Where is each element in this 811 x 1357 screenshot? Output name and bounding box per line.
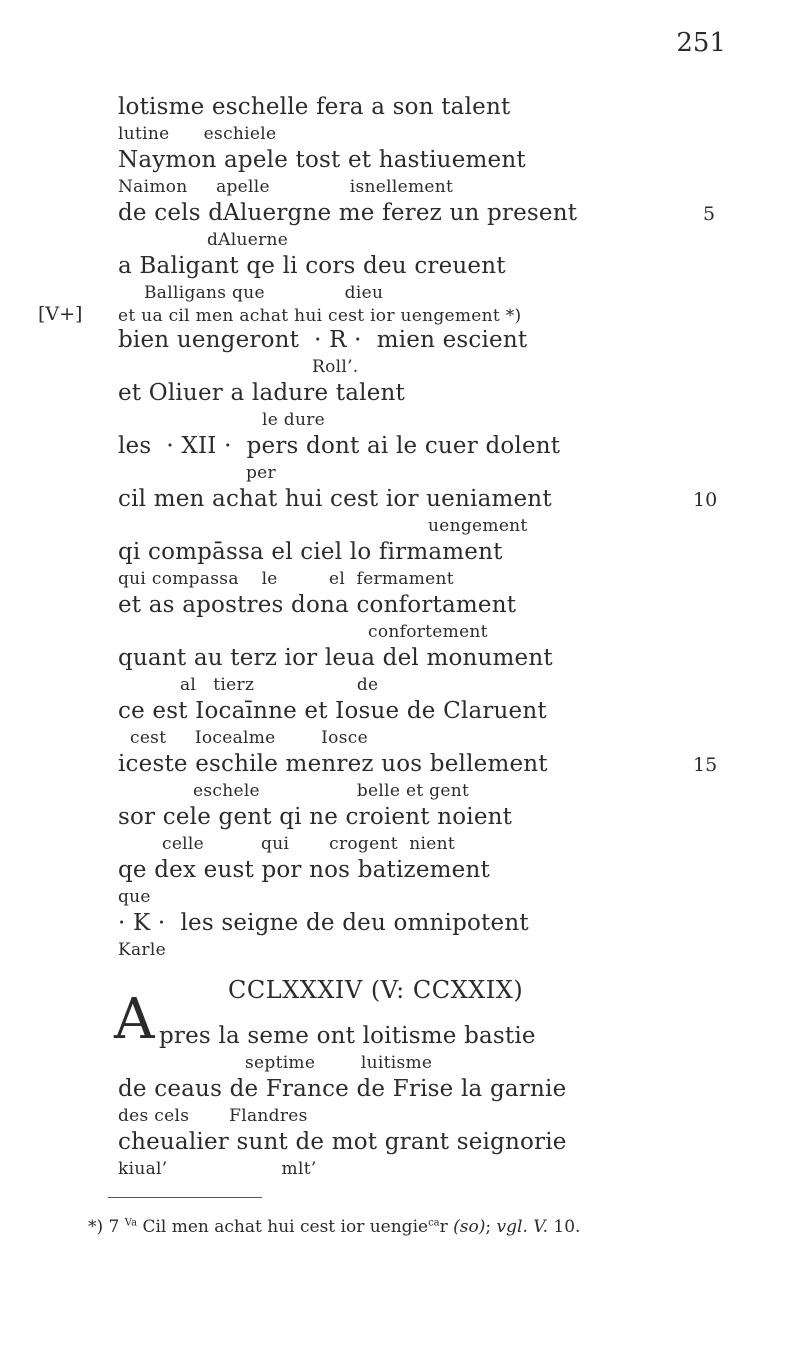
verse-variant: septime luitisme (245, 1053, 433, 1073)
line-number: 15 (693, 754, 718, 776)
source-marker: [V+] (38, 303, 83, 325)
footnote (88, 1217, 580, 1237)
verse-variant: le dure (262, 410, 326, 430)
footnote-reference: vgl. V. (496, 1217, 548, 1237)
verse-line: ce est Iocaīnne et Iosue de Claruent (118, 698, 547, 724)
line-number: 10 (693, 489, 718, 511)
drop-cap: A (114, 987, 155, 1052)
verse-line: qi compāssa el ciel lo firmament (118, 539, 503, 565)
verse-line: et as apostres dona confortament (118, 592, 517, 618)
verse-variant: confortement (368, 622, 488, 642)
verse-line: sor cele gent qi ne croient noient (118, 804, 513, 830)
verse-line: lotisme eschelle fera a son talent (118, 94, 511, 120)
page-number: 251 (676, 28, 726, 58)
verse-line: de cels dAluergne me ferez un present (118, 200, 578, 226)
line-number: 5 (703, 203, 716, 225)
verse-line: · K · les seigne de deu omnipotent (118, 910, 529, 936)
verse-variant: eschele belle et gent (193, 781, 470, 801)
verse-variant: qui compassa le el fermament (118, 569, 454, 589)
verse-line: et Oliuer a ladure talent (118, 380, 405, 406)
verse-line: les · XII · pers dont ai le cuer dolent (118, 433, 561, 459)
verse-variant: des cels Flandres (118, 1106, 308, 1126)
verse-line-interpolated: et ua cil men achat hui cest ior uengement *) (118, 306, 522, 326)
verse-variant: Naimon apelle isnellement (118, 177, 454, 197)
verse-variant: lutine eschiele (118, 124, 277, 144)
verse-line: qe dex eust por nos batizement (118, 857, 490, 883)
footnote-rule (108, 1197, 262, 1198)
footnote-text-4: 10. (548, 1217, 581, 1237)
footnote-text: Cil men achat hui cest ior uengie (137, 1217, 429, 1237)
footnote-sic: (so) (453, 1217, 486, 1237)
verse-variant: celle qui crogent nient (162, 834, 455, 854)
verse-variant: Roll’. (312, 357, 359, 377)
verse-line: cil men achat hui cest ior ueniament (118, 486, 552, 512)
verse-variant: Karle (118, 940, 166, 960)
verse-line: bien uengeront · R · mien escient (118, 327, 528, 353)
footnote-superscript: ca (428, 1217, 440, 1229)
verse-line: a Baligant qe li cors deu creuent (118, 253, 506, 279)
verse-line: pres la seme ont loitisme bastie (159, 1023, 536, 1049)
laisse-title: CCLXXXIV (V: CCXXIX) (228, 976, 524, 1004)
verse-line: quant au terz ior leua del monument (118, 645, 553, 671)
verse-line: de ceaus de France de Frise la garnie (118, 1076, 567, 1102)
verse-variant: kiual’ mlt’ (118, 1159, 317, 1179)
verse-line: Naymon apele tost et hastiuement (118, 147, 526, 173)
footnote-text-3: ; (485, 1217, 497, 1237)
verse-variant: cest Iocealme Iosce (130, 728, 368, 748)
footnote-text-2: r (439, 1217, 454, 1237)
verse-variant: dAluerne (207, 230, 289, 250)
footnote-mark: *) (88, 1217, 104, 1237)
footnote-number: 7 (108, 1217, 120, 1237)
verse-variant: per (246, 463, 276, 483)
verse-variant: que (118, 887, 151, 907)
verse-line: cheualier sunt de mot grant seignorie (118, 1129, 567, 1155)
footnote-siglum: Va (124, 1217, 138, 1229)
verse-variant: Balligans que dieu (144, 283, 384, 303)
verse-variant: uengement (428, 516, 528, 536)
verse-line: iceste eschile menrez uos bellement (118, 751, 548, 777)
verse-variant: al tierz de (180, 675, 379, 695)
